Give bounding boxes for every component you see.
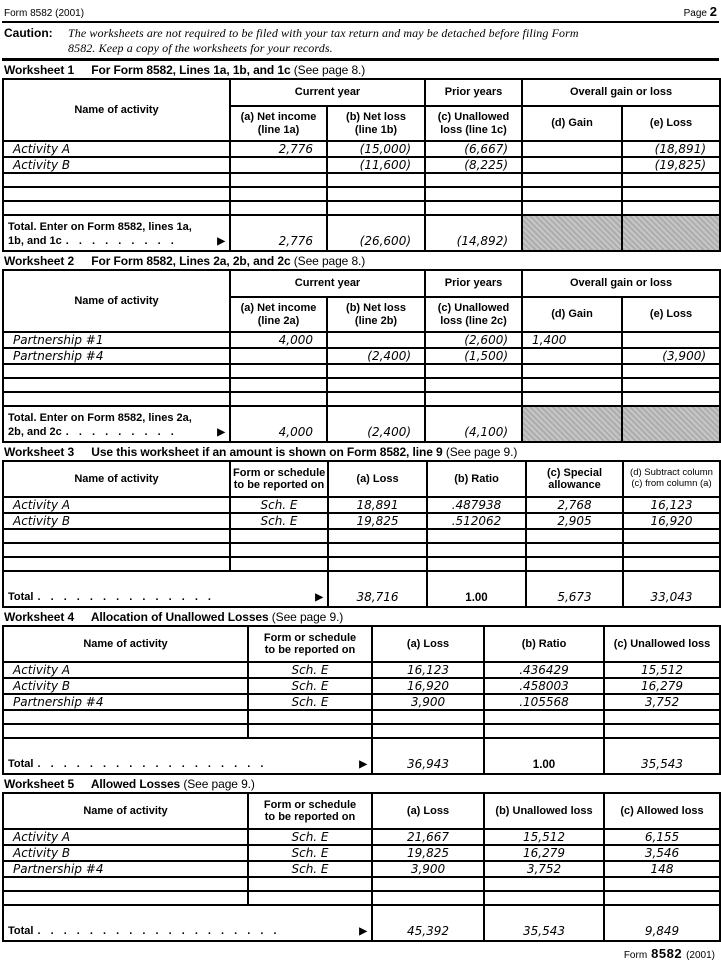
col-header-c: (c) Allowed loss [604,793,720,829]
total-label: Total . . . . . . . . . . . . . . . . . . . ▶ [3,905,372,941]
total-net-income: 4,000 [230,406,327,442]
allowed-loss-cell: 3,546 [604,845,720,861]
loss-cell: 21,667 [372,829,484,845]
loss-cell: 18,891 [328,497,427,513]
total-row [3,406,720,442]
form-schedule-cell: Sch. E [248,662,372,678]
total-loss: 36,943 [372,738,484,774]
col-header-c: (c) Unallowed loss (line 2c) [425,297,522,332]
total-subtract: 33,043 [623,571,720,607]
table-row [3,141,720,157]
loss-cell: (3,900) [622,348,720,364]
empty-row [3,201,720,215]
col-header-current-year: Current year [230,79,425,106]
col-header-b: (b) Ratio [427,461,526,497]
activity-name: Partnership #1 [3,332,230,348]
total-row [3,215,720,251]
special-allowance-cell: 2,905 [526,513,623,529]
col-header-d: (d) Gain [522,297,622,332]
unallowed-loss-cell: 3,752 [604,694,720,710]
loss-cell: 19,825 [372,845,484,861]
net-income-cell [230,348,327,364]
table-row [3,694,720,710]
loss-cell: 3,900 [372,694,484,710]
special-allowance-cell: 2,768 [526,497,623,513]
worksheet3-title: Worksheet 3 Use this worksheet if an amount is shown on Form 8582, line 9 (See page 9.) [4,445,518,460]
ratio-cell: .487938 [427,497,526,513]
form-schedule-cell: Sch. E [248,694,372,710]
total-special-allowance: 5,673 [526,571,623,607]
col-header-a: (a) Loss [372,626,484,662]
loss-cell [622,332,720,348]
activity-name: Activity B [3,845,248,861]
caution-label: Caution: [4,26,53,40]
total-loss: 45,392 [372,905,484,941]
col-header-a: (a) Loss [372,793,484,829]
col-header-e: (e) Loss [622,297,720,332]
total-row [3,571,720,607]
col-header-d: (d) Gain [522,106,622,141]
total-allowed-loss: 9,849 [604,905,720,941]
col-header-prior-years: Prior years [425,270,522,297]
net-income-cell: 2,776 [230,141,327,157]
worksheet2-title: Worksheet 2 For Form 8582, Lines 2a, 2b, and 2c (See page 8.) [4,254,366,269]
subtract-cell: 16,123 [623,497,720,513]
gain-cell [522,348,622,364]
col-header-form: Form or schedule to be reported on [248,626,372,662]
table-row [3,348,720,364]
activity-name: Activity A [3,829,248,845]
empty-row [3,891,720,905]
unallowed-loss-cell: 16,279 [604,678,720,694]
table-row [3,513,720,529]
empty-row [3,378,720,392]
form-schedule-cell: Sch. E [248,845,372,861]
col-header-form: Form or schedule to be reported on [230,461,328,497]
unallowed-loss-cell: (6,667) [425,141,522,157]
col-header-b: (b) Net loss (line 2b) [327,297,425,332]
net-income-cell [230,157,327,173]
total-unallowed-loss: (4,100) [425,406,522,442]
net-loss-cell: (15,000) [327,141,425,157]
ratio-cell: .512062 [427,513,526,529]
total-label: Total . . . . . . . . . . . . . . ▶ [3,571,328,607]
worksheet4-table [2,625,721,775]
activity-name: Partnership #4 [3,694,248,710]
col-header-overall: Overall gain or loss [522,79,720,106]
col-header-name: Name of activity [3,79,230,141]
arrowhead-icon: ▶ [359,925,367,937]
form-schedule-cell: Sch. E [248,829,372,845]
page-header [2,3,719,23]
net-loss-cell: (11,600) [327,157,425,173]
worksheet2-table [2,269,721,443]
footer-form-number: 8582 [651,946,683,962]
form-schedule-cell: Sch. E [248,861,372,877]
shaded-cell [522,215,622,251]
unallowed-loss-cell: 16,279 [484,845,604,861]
total-row [3,738,720,774]
empty-row [3,364,720,378]
col-header-c: (c) Unallowed loss [604,626,720,662]
arrowhead-icon: ▶ [359,758,367,770]
activity-name: Activity B [3,157,230,173]
shaded-cell [622,406,720,442]
loss-cell: 19,825 [328,513,427,529]
col-header-name: Name of activity [3,626,248,662]
col-header-name: Name of activity [3,461,230,497]
total-net-loss: (2,400) [327,406,425,442]
table-row [3,332,720,348]
col-header-prior-years: Prior years [425,79,522,106]
footer-form-year: (2001) [686,950,715,962]
worksheet4-title: Worksheet 4 Allocation of Unallowed Losses (See page 9.) [4,610,344,625]
empty-row [3,557,720,571]
empty-row [3,710,720,724]
arrowhead-icon: ▶ [217,235,225,247]
col-header-b: (b) Net loss (line 1b) [327,106,425,141]
arrowhead-icon: ▶ [315,591,323,603]
net-loss-cell: (2,400) [327,348,425,364]
unallowed-loss-cell: (1,500) [425,348,522,364]
col-header-name: Name of activity [3,270,230,332]
worksheet5-table [2,792,721,942]
empty-row [3,543,720,557]
loss-cell: (19,825) [622,157,720,173]
empty-row [3,529,720,543]
gain-cell [522,141,622,157]
unallowed-loss-cell: 15,512 [484,829,604,845]
shaded-cell [622,215,720,251]
table-row [3,497,720,513]
form-schedule-cell: Sch. E [230,497,328,513]
total-net-income: 2,776 [230,215,327,251]
unallowed-loss-cell: (8,225) [425,157,522,173]
table-row [3,157,720,173]
shaded-cell [522,406,622,442]
table-row [3,678,720,694]
col-header-b: (b) Ratio [484,626,604,662]
total-ratio: 1.00 [484,738,604,774]
ratio-cell: .458003 [484,678,604,694]
total-label: Total. Enter on Form 8582, lines 1a, 1b, and 1c . . . . . . . . . ▶ [3,215,230,251]
worksheet1-table [2,78,721,252]
gain-cell: 1,400 [522,332,622,348]
page-number: Page 2 [683,4,717,19]
empty-row [3,724,720,738]
empty-row [3,877,720,891]
col-header-a: (a) Net income (line 1a) [230,106,327,141]
activity-name: Activity B [3,513,230,529]
total-label: Total. Enter on Form 8582, lines 2a, 2b, and 2c . . . . . . . . . ▶ [3,406,230,442]
loss-cell: 16,920 [372,678,484,694]
empty-row [3,392,720,406]
gain-cell [522,157,622,173]
activity-name: Activity A [3,662,248,678]
unallowed-loss-cell: (2,600) [425,332,522,348]
unallowed-loss-cell: 3,752 [484,861,604,877]
col-header-overall: Overall gain or loss [522,270,720,297]
col-header-a: (a) Loss [328,461,427,497]
loss-cell: 3,900 [372,861,484,877]
ratio-cell: .436429 [484,662,604,678]
caution-text-line2: 8582. Keep a copy of the worksheets for your records. [68,40,333,55]
loss-cell: 16,123 [372,662,484,678]
total-net-loss: (26,600) [327,215,425,251]
worksheet1-title: Worksheet 1 For Form 8582, Lines 1a, 1b, and 1c (See page 8.) [4,63,366,78]
total-unallowed-loss: 35,543 [484,905,604,941]
activity-name: Activity A [3,497,230,513]
col-header-d: (d) Subtract column (c) from column (a) [623,461,720,497]
form-schedule-cell: Sch. E [230,513,328,529]
empty-row [3,173,720,187]
caution-note [2,23,719,61]
total-label: Total . . . . . . . . . . . . . . . . . . ▶ [3,738,372,774]
caution-text-line1: The worksheets are not required to be filed with your tax return and may be detached before filing Form [68,26,579,40]
col-header-b: (b) Unallowed loss [484,793,604,829]
col-header-e: (e) Loss [622,106,720,141]
arrowhead-icon: ▶ [217,426,225,438]
table-row [3,861,720,877]
worksheet3-table [2,460,721,608]
col-header-form: Form or schedule to be reported on [248,793,372,829]
form-id-label: Form 8582 (2001) [4,8,85,19]
activity-name: Activity B [3,678,248,694]
total-ratio: 1.00 [427,571,526,607]
total-unallowed-loss: 35,543 [604,738,720,774]
col-header-current-year: Current year [230,270,425,297]
activity-name: Partnership #4 [3,861,248,877]
col-header-a: (a) Net income (line 2a) [230,297,327,332]
col-header-c: (c) Special allowance [526,461,623,497]
form-schedule-cell: Sch. E [248,678,372,694]
footer-form-word: Form [623,950,648,962]
col-header-c: (c) Unallowed loss (line 1c) [425,106,522,141]
unallowed-loss-cell: 15,512 [604,662,720,678]
total-row [3,905,720,941]
table-row [3,845,720,861]
empty-row [3,187,720,201]
table-row [3,662,720,678]
net-income-cell: 4,000 [230,332,327,348]
total-loss: 38,716 [328,571,427,607]
subtract-cell: 16,920 [623,513,720,529]
activity-name: Activity A [3,141,230,157]
ratio-cell: .105568 [484,694,604,710]
total-unallowed-loss: (14,892) [425,215,522,251]
allowed-loss-cell: 6,155 [604,829,720,845]
allowed-loss-cell: 148 [604,861,720,877]
col-header-name: Name of activity [3,793,248,829]
table-row [3,829,720,845]
worksheet5-title: Worksheet 5 Allowed Losses (See page 9.) [4,777,255,792]
net-loss-cell [327,332,425,348]
loss-cell: (18,891) [622,141,720,157]
activity-name: Partnership #4 [3,348,230,364]
page-footer [2,942,719,961]
